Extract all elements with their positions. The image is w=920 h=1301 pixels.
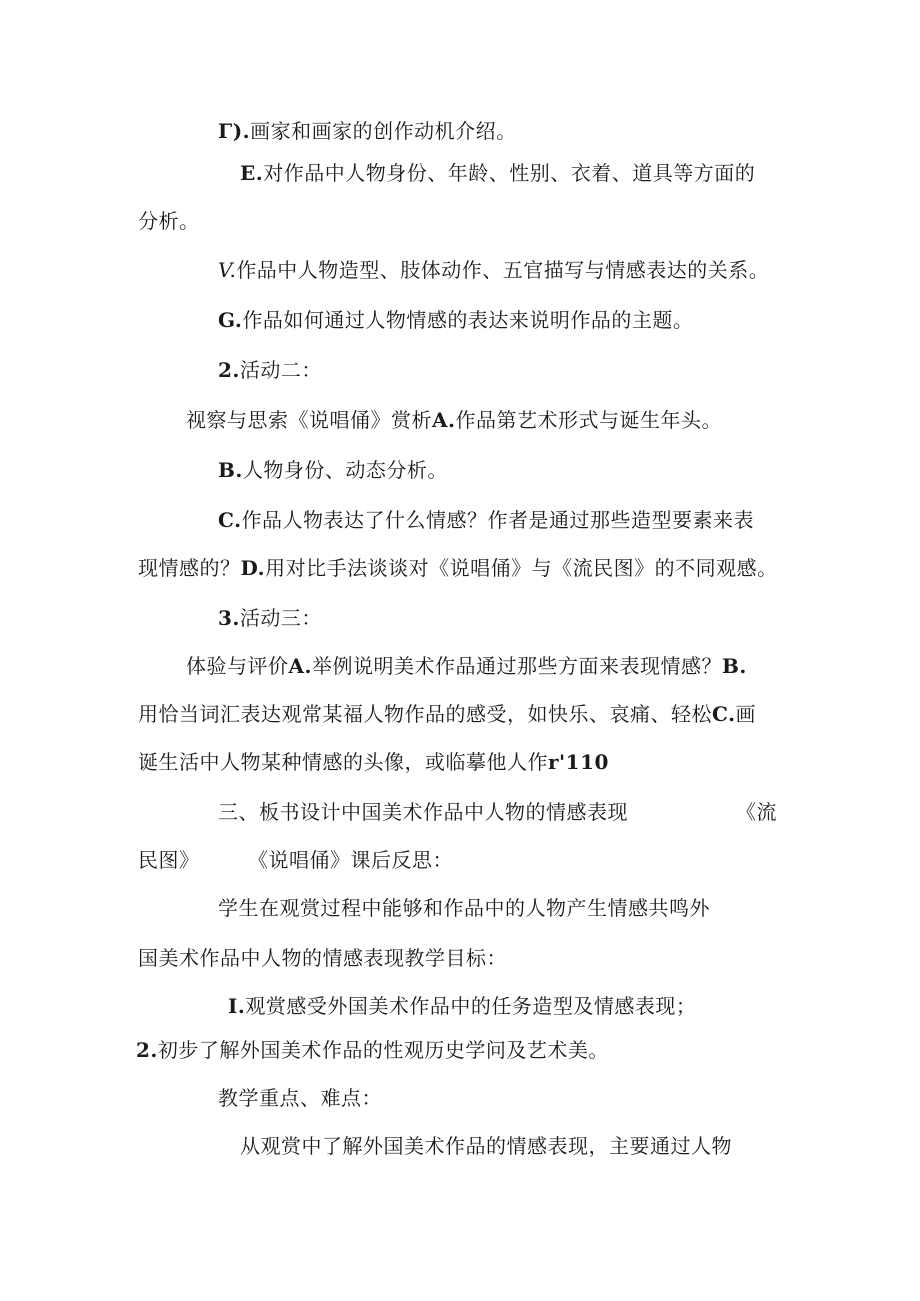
activity3-intro: 体验与评价 — [186, 654, 289, 678]
item-e-continuation — [138, 208, 200, 234]
activity3-num: 3. — [218, 606, 240, 630]
activity2-b-marker: B. — [218, 458, 243, 482]
activity2-cd-line — [138, 555, 778, 581]
reflection-text: 学生在观赏过程中能够和作品中的人物产生情感共鸣外 — [218, 896, 710, 920]
activity2-b-text: 人物身份、动态分析。 — [242, 458, 448, 482]
goal1-marker: I. — [228, 994, 246, 1018]
activity3-c-cont: 诞生活中人物某种情感的头像，或临摹他人作 — [138, 750, 548, 774]
reflection-line — [218, 895, 710, 921]
activity2-d-text: 用对比手法谈谈对《说唱俑》与《流民图》的不同观感。 — [265, 556, 778, 580]
activity3-c-text: 画 — [735, 702, 757, 726]
item-e-marker: E. — [240, 161, 264, 185]
activity3-a-text: 举例说明美术作品通过那些方面来表现情感？ — [311, 654, 722, 678]
activity3-a-marker: A. — [288, 654, 312, 678]
activity2-b-line — [218, 457, 448, 483]
goal2-marker: 2. — [136, 1038, 158, 1062]
board-line2-b: 《说唱俑》课后反思： — [248, 848, 453, 872]
board-line1-right — [736, 799, 777, 825]
activity3-b-line — [138, 701, 756, 727]
board-line2 — [138, 847, 200, 873]
activity2-c-marker: C. — [218, 508, 242, 532]
item-d-marker: Γ). — [218, 119, 251, 143]
item-f-text: 作品中人物造型、肢体动作、五官描写与情感表达的关系。 — [236, 258, 770, 282]
goal2-line — [136, 1037, 609, 1063]
item-d — [218, 118, 517, 144]
item-e-text: 对作品中人物身份、年龄、性别、衣着、道具等方面的 — [263, 161, 756, 185]
key-heading: 教学重点、难点： — [218, 1086, 382, 1110]
activity3-b-text: 用恰当词汇表达观常某福人物作品的感受，如快乐、哀痛、轻松 — [138, 702, 712, 726]
item-e — [240, 160, 755, 186]
board-line2b — [248, 847, 453, 873]
activity2-num: 2. — [218, 358, 240, 382]
activity2-title: 活动二： — [239, 358, 322, 382]
activity2-a-text: 作品第艺术形式与诞生年头。 — [455, 408, 722, 432]
item-d-text: 画家和画家的创作动机介绍。 — [250, 119, 517, 143]
item-e-cont-text: 分析。 — [138, 209, 200, 233]
activity2-d-marker: D. — [240, 556, 266, 580]
activity3-intro-line — [186, 653, 747, 679]
item-g-marker: G. — [218, 308, 243, 332]
item-g-text: 作品如何通过人物情感的表达来说明作品的主题。 — [242, 308, 694, 332]
item-g — [218, 307, 693, 333]
board-right: 《流 — [736, 800, 777, 824]
lesson2-title: 国美术作品中人物的情感表现教学目标： — [138, 946, 507, 970]
activity3-c-marker: C. — [712, 702, 736, 726]
board-line2-a: 民图》 — [138, 848, 200, 872]
goal2-text: 初步了解外国美术作品的性观历史学问及艺术美。 — [157, 1038, 609, 1062]
key-heading-line — [218, 1085, 382, 1111]
activity3-heading — [218, 605, 322, 631]
key-text: 从观赏中了解外国美术作品的情感表现，主要通过人物 — [240, 1134, 732, 1158]
goal1-text: 观赏感受外国美术作品中的任务造型及情感表现； — [245, 994, 697, 1018]
activity2-heading — [218, 357, 322, 383]
activity2-c-cont: 现情感的？ — [138, 556, 241, 580]
item-f — [218, 257, 769, 283]
activity3-b-marker: B. — [721, 654, 747, 678]
board-title: 三、板书设计中国美术作品中人物的情感表现 — [218, 800, 628, 824]
lesson2-title-line — [138, 945, 507, 971]
key-text-line — [240, 1133, 732, 1159]
item-f-marker: V. — [218, 258, 237, 282]
activity3-title: 活动三： — [239, 606, 322, 630]
goal1-line — [228, 993, 696, 1019]
activity3-c-line — [138, 749, 609, 775]
activity2-c-line — [218, 507, 754, 533]
activity3-c-tail: r'110 — [548, 750, 609, 774]
activity2-intro-line — [186, 407, 722, 433]
activity2-a-marker: A. — [432, 408, 456, 432]
activity2-intro: 视察与思索《说唱俑》赏析 — [186, 408, 432, 432]
activity2-c-text: 作品人物表达了什么情感？作者是通过那些造型要素来表 — [241, 508, 755, 532]
board-line1 — [218, 799, 628, 825]
